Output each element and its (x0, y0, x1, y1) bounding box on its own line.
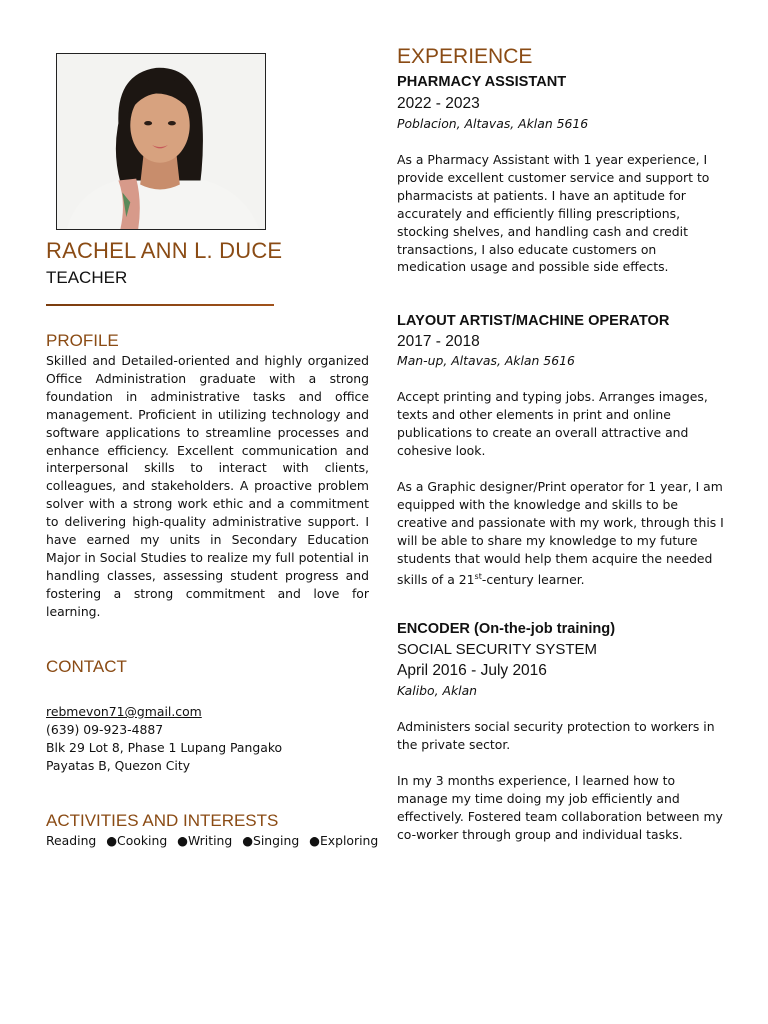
job-description-2 (397, 478, 727, 589)
job-description-text: As a Graphic designer/Print operator for 1 year, I am equipped with the knowledge and skills to be creative and passionate with my work, through this I will be able to share my knowledge to my future students that would help them acquire the needed skills of a 21 (397, 479, 724, 587)
job-years: 2022 - 2023 (397, 95, 480, 112)
activity-item: ●Writing (177, 833, 233, 848)
address-line-1: Blk 29 Lot 8, Phase 1 Lupang Pangako (46, 740, 283, 755)
experience-heading: EXPERIENCE (397, 45, 533, 68)
email-link[interactable]: rebmevon71@gmail.com (46, 704, 202, 719)
portrait-image (57, 54, 265, 229)
job-place: Kalibo, Aklan (397, 683, 478, 698)
address-line-2: Payatas B, Quezon City (46, 758, 191, 773)
person-name: RACHEL ANN L. DUCE (46, 238, 283, 263)
job-description-2: In my 3 months experience, I learned how to manage my time doing my job efficiently and effectively. Fostered team collaboration between my co-worker through group and individual tasks. (397, 773, 723, 842)
job-place: Poblacion, Altavas, Aklan 5616 (397, 116, 589, 131)
activity-item: Reading (46, 833, 97, 848)
job-description: As a Pharmacy Assistant with 1 year experience, I provide excellent customer service and support to pharmacists at patients. I have an aptitude for accurately and efficiently filling prescriptions, stocking shelves, and handling cash and credit transactions, I also educate customers on medication usage and possible side effects. (397, 152, 710, 275)
profile-text: Skilled and Detailed-oriented and highly organized Office Administration graduate with a strong foundation in administrative tasks and office management. Proficient in utilizing technology and software applications to streamline processes and enhance efficiency. Excellent communication and interpersonal skills to interact with clients, colleagues, and stakeholders. A proactive problem solver with a strong work ethic and a commitment to delivering high-quality administrative support. I have earned my units in Secondary Education Major in Social Studies to realize my full potential in handling classes, assessing student progress and fostering a strong commitment and love for learning. (46, 353, 369, 619)
job-place: Man-up, Altavas, Aklan 5616 (397, 353, 575, 368)
activity-item: ●Exploring (309, 833, 379, 848)
job-years: April 2016 - July 2016 (397, 662, 547, 679)
job-years: 2017 - 2018 (397, 333, 480, 350)
job-title: LAYOUT ARTIST/MACHINE OPERATOR (397, 313, 670, 329)
person-role: TEACHER (46, 268, 128, 287)
ordinal-suffix: st (474, 571, 482, 581)
job-description-text-end: -century learner. (481, 571, 585, 587)
job-description: Administers social security protection to workers in the private sector. (397, 719, 715, 752)
job-title: ENCODER (On-the-job training) (397, 621, 616, 637)
name-divider (46, 304, 274, 306)
phone-number: (639) 09-923-4887 (46, 722, 164, 737)
job-entry (397, 74, 727, 90)
profile-heading: PROFILE (46, 331, 119, 350)
activities-list (46, 833, 384, 848)
activities-heading: ACTIVITIES AND INTERESTS (46, 811, 279, 830)
contact-block (46, 703, 282, 775)
contact-heading: CONTACT (46, 657, 127, 676)
job-title: PHARMACY ASSISTANT (397, 74, 567, 90)
activity-item: ●Singing (242, 833, 300, 848)
job-description: Accept printing and typing jobs. Arranges images, texts and other elements in print and online publications to create an overall attractive and cohesive look. (397, 389, 708, 458)
profile-photo (56, 53, 266, 230)
job-organization: SOCIAL SECURITY SYSTEM (397, 641, 598, 658)
activity-item: ●Cooking (106, 833, 168, 848)
